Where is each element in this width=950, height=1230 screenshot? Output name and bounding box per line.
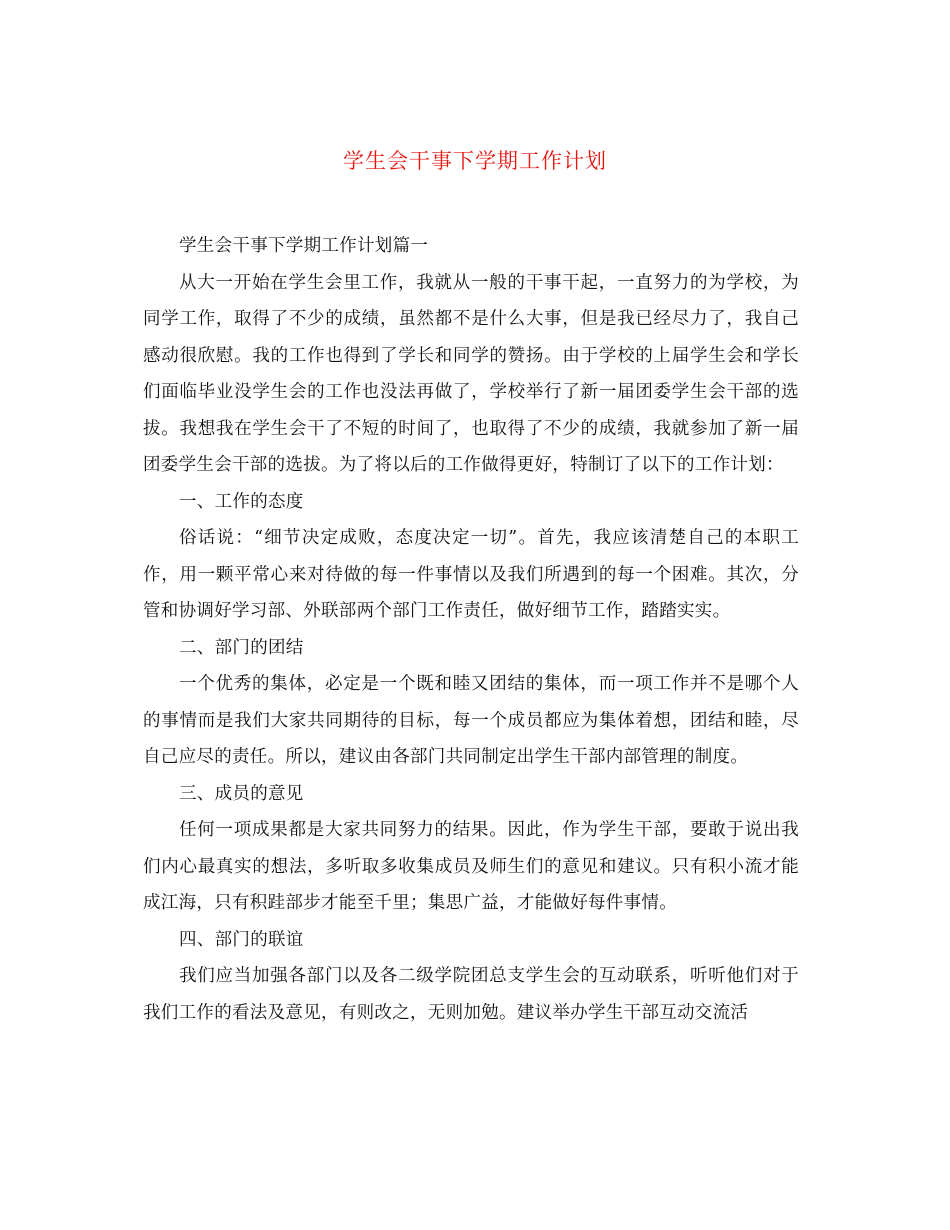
section-heading: 四、部门的联谊	[179, 929, 304, 950]
section-heading: 学生会干事下学期工作计划篇一	[179, 236, 429, 256]
body-paragraph: 任何一项成果都是大家共同努力的结果。因此，作为学生干部，要敢于说出我们内心最真实的想法，多听取多收集成员及师生们的意见和建议。只有积小流才能成江海，只有积跬部步才能至千里；集思广益，才能做好每件事情。	[143, 820, 799, 913]
body-paragraph: 俗话说：“细节决定成败，态度决定一切”。首先，我应该清楚自己的本职工作，用一颗平常心来对待做的每一件事情以及我们所遇到的每一个困难。其次，分管和协调好学习部、外联部两个部门工作责任，做好细节工作，踏踏实实。	[143, 528, 799, 621]
section-heading: 二、部门的团结	[179, 637, 304, 658]
body-paragraph: 我们应当加强各部门以及各二级学院团总支学生会的互动联系，听听他们对于我们工作的看法及意见，有则改之，无则加勉。建议举办学生干部互动交流活	[143, 966, 799, 1023]
section-heading: 一、工作的态度	[179, 491, 304, 512]
body-paragraph: 一个优秀的集体，必定是一个既和睦又团结的集体，而一项工作并不是哪个人的事情而是我们大家共同期待的目标，每一个成员都应为集体着想，团结和睦，尽自己应尽的责任。所以，建议由各部门共同制定出学生干部内部管理的制度。	[143, 674, 799, 767]
document-body	[143, 228, 799, 1031]
body-paragraph: 从大一开始在学生会里工作，我就从一般的干事干起，一直努力的为学校，为同学工作，取得了不少的成绩，虽然都不是什么大事，但是我已经尽力了，我自己感动很欣慰。我的工作也得到了学长和同学的赞扬。由于学校的上届学生会和学长们面临毕业没学生会的工作也没法再做了，学校举行了新一届团委学生会干部的选拔。我想我在学生会干了不短的时间了，也取得了不少的成绩，我就参加了新一届团委学生会干部的选拔。为了将以后的工作做得更好，特制订了以下的工作计划：	[143, 272, 799, 475]
section-heading: 三、成员的意见	[179, 783, 304, 804]
document-title: 学生会干事下学期工作计划	[343, 149, 607, 173]
